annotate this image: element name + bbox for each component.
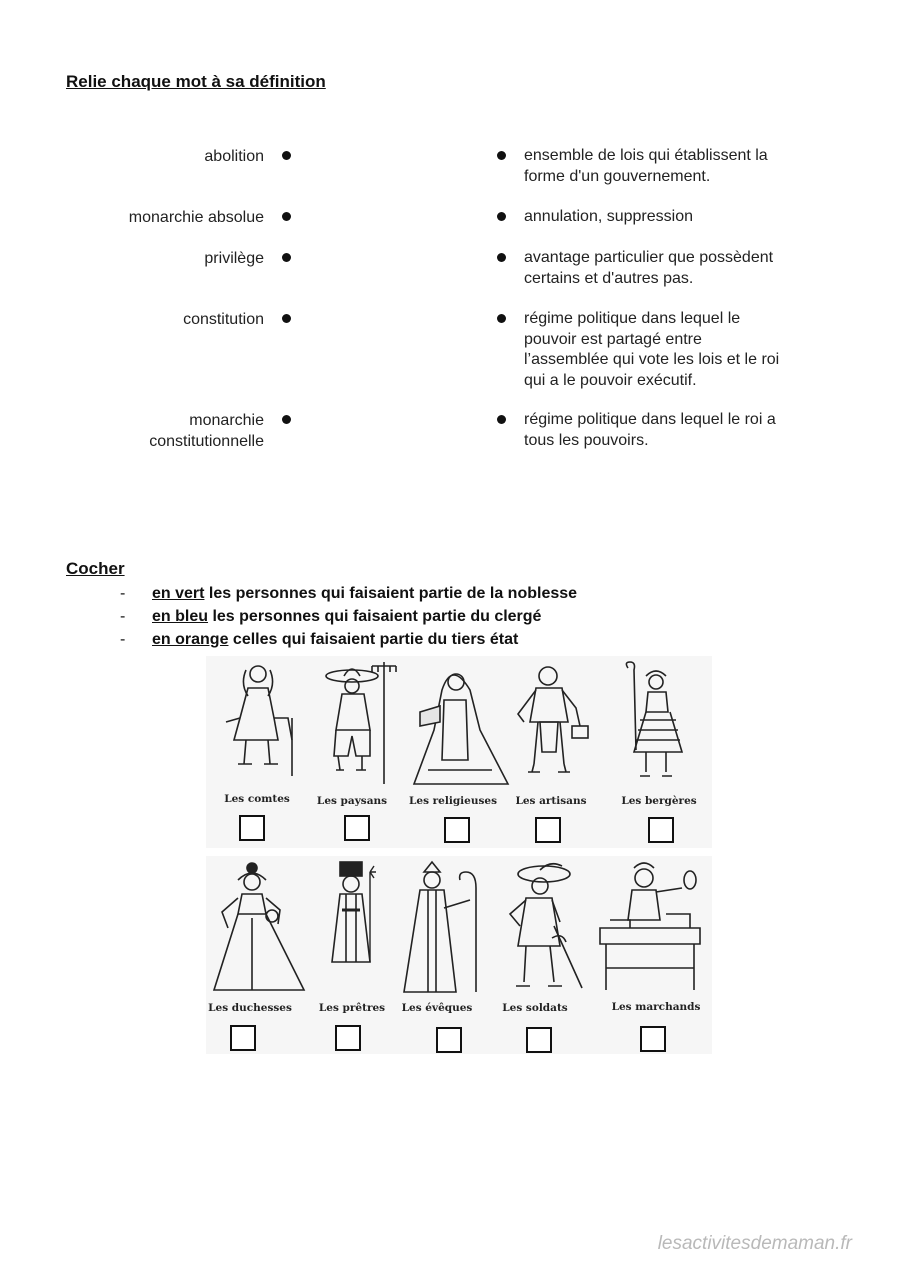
definition-5: régime politique dans lequel le roi a tous les pouvoirs. [524,411,776,449]
caption-marchands: Les marchands [611,1001,701,1013]
priest-figure-icon [320,858,382,968]
instruction-noblesse: - en vert les personnes qui faisaient partie de la noblesse [120,585,578,602]
left-dot-1[interactable] [282,151,291,160]
left-dot-3[interactable] [282,253,291,262]
merchant-figure-icon [596,856,706,996]
checkbox-bergeres[interactable] [648,817,674,843]
definition-1: ensemble de lois qui établissent la forme d'un gouvernement. [524,147,768,185]
checkbox-marchands[interactable] [640,1026,666,1052]
exercise1-title: Relie chaque mot à sa définition [66,72,326,91]
caption-religieuses: Les religieuses [409,795,497,807]
right-dot-4[interactable] [497,314,506,323]
caption-duchesses: Les duchesses [208,1002,292,1014]
caption-artisans: Les artisans [515,795,587,807]
right-dot-3[interactable] [497,253,506,262]
term-monarchie-absolue: monarchie absolue [128,209,264,226]
caption-paysans: Les paysans [316,795,388,807]
bishop-figure-icon [398,858,490,996]
peasant-figure-icon [322,660,408,786]
duchess-figure-icon [208,858,308,994]
soldier-figure-icon [490,856,588,996]
exercise2-title: Cocher [66,559,125,578]
definition-3: avantage particulier que possèdent certains et d'autres pas. [524,249,774,287]
left-dot-2[interactable] [282,212,291,221]
caption-bergeres: Les bergères [621,795,697,807]
definition-4: régime politique dans lequel le pouvoir est partagé entre l’assemblée qui vote les lois et le roi qui a le pouvoir exécutif. [524,310,780,389]
count-figure-icon [218,660,298,778]
caption-soldats: Les soldats [502,1002,568,1014]
instruction-clerge: - en bleu les personnes qui faisaient partie du clergé [120,608,542,625]
checkbox-religieuses[interactable] [444,817,470,843]
instruction-tiers-etat: - en orange celles qui faisaient partie du tiers état [120,631,519,648]
caption-comtes: Les comtes [224,793,290,805]
right-dot-5[interactable] [497,415,506,424]
nun-figure-icon [408,660,514,788]
term-privilege: privilège [204,250,264,267]
checkbox-soldats[interactable] [526,1027,552,1053]
checkbox-duchesses[interactable] [230,1025,256,1051]
term-monarchie-constitutionnelle: monarchie constitutionnelle [149,412,264,450]
right-dot-1[interactable] [497,151,506,160]
shepherdess-figure-icon [616,660,694,782]
checkbox-pretres[interactable] [335,1025,361,1051]
checkbox-comtes[interactable] [239,815,265,841]
term-abolition: abolition [204,148,264,165]
artisan-figure-icon [510,660,598,786]
checkbox-eveques[interactable] [436,1027,462,1053]
checkbox-artisans[interactable] [535,817,561,843]
definition-2: annulation, suppression [524,208,694,225]
left-dot-5[interactable] [282,415,291,424]
right-dot-2[interactable] [497,212,506,221]
watermark: lesactivitesdemaman.fr [657,1233,852,1254]
checkbox-paysans[interactable] [344,815,370,841]
caption-eveques: Les évêques [401,1002,473,1014]
left-dot-4[interactable] [282,314,291,323]
caption-pretres: Les prêtres [318,1002,386,1014]
term-constitution: constitution [183,311,264,328]
